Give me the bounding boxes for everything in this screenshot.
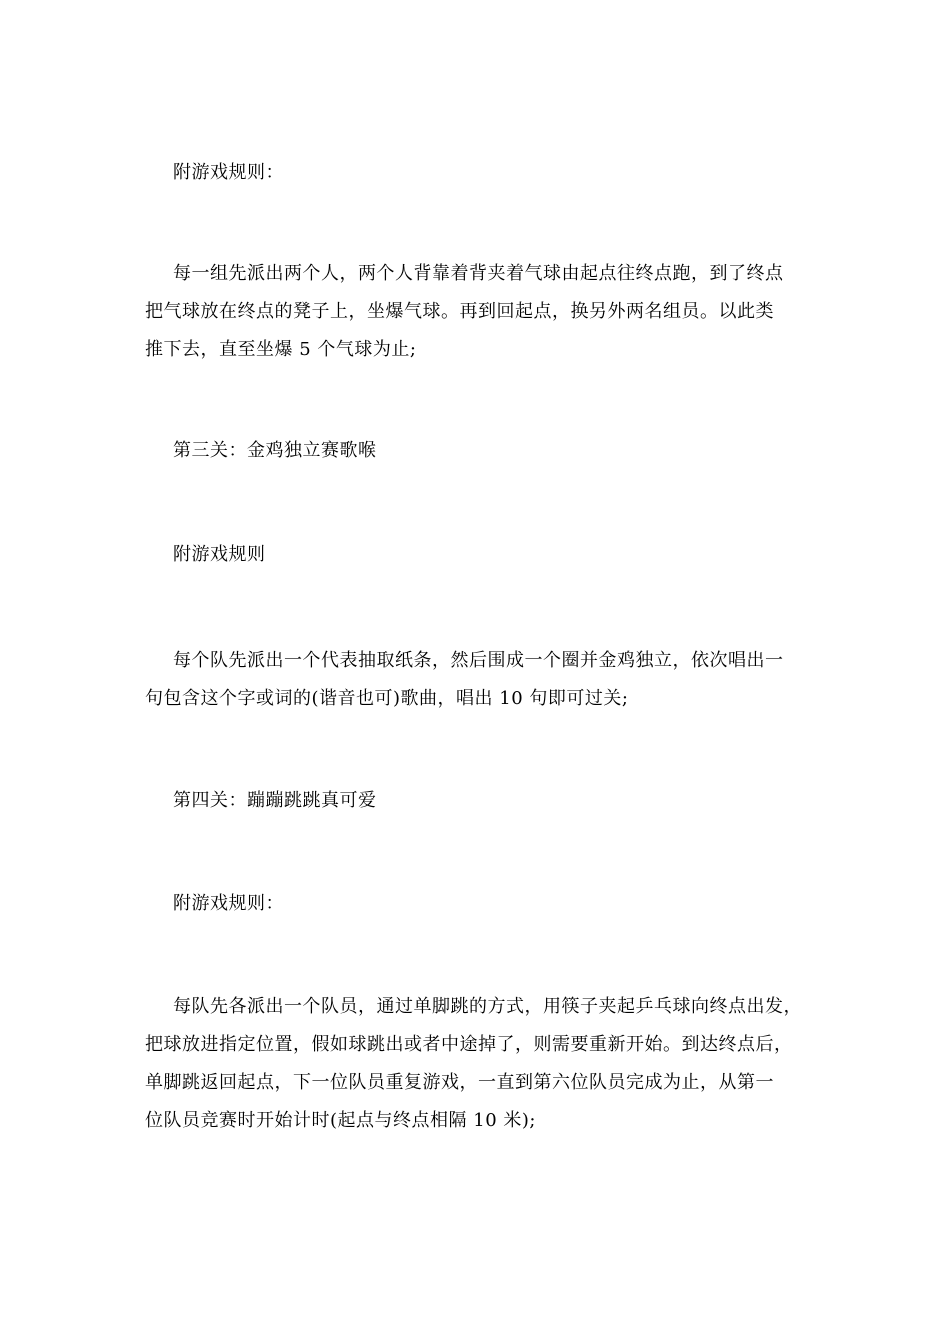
rules-paragraph-3-line-3: 单脚跳返回起点，下一位队员重复游戏，一直到第六位队员完成为止，从第一 <box>145 1072 774 1093</box>
level-3-title <box>145 432 815 470</box>
rules-paragraph-2-line-1: 每个队先派出一个代表抽取纸条，然后围成一个圈并金鸡独立，依次唱出一 <box>173 650 784 671</box>
rules-heading-3-text: 附游戏规则： <box>173 893 284 914</box>
rules-paragraph-2 <box>145 642 815 718</box>
rules-paragraph-3-line-1: 每队先各派出一个队员，通过单脚跳的方式，用筷子夹起乒乓球向终点出发， <box>173 996 802 1017</box>
rules-paragraph-1-line-3: 推下去，直至坐爆 5 个气球为止; <box>145 339 417 360</box>
level-3-title-text: 第三关：金鸡独立赛歌喉 <box>173 440 377 461</box>
rules-heading-1-text: 附游戏规则： <box>173 162 284 183</box>
rules-paragraph-3-line-4: 位队员竞赛时开始计时(起点与终点相隔 10 米); <box>145 1110 536 1131</box>
rules-paragraph-2-line-2: 句包含这个字或词的(谐音也可)歌曲，唱出 10 句即可过关; <box>145 688 629 709</box>
rules-heading-1 <box>145 154 815 192</box>
rules-paragraph-3 <box>145 988 815 1140</box>
level-4-title <box>145 782 815 820</box>
level-4-title-text: 第四关：蹦蹦跳跳真可爱 <box>173 790 377 811</box>
rules-heading-2 <box>145 536 815 574</box>
rules-paragraph-3-line-2: 把球放进指定位置，假如球跳出或者中途掉了，则需要重新开始。到达终点后， <box>145 1034 793 1055</box>
rules-paragraph-1 <box>145 255 815 369</box>
rules-paragraph-1-line-2: 把气球放在终点的凳子上，坐爆气球。再到回起点，换另外两名组员。以此类 <box>145 301 774 322</box>
rules-heading-3 <box>145 885 815 923</box>
rules-paragraph-1-line-1: 每一组先派出两个人，两个人背靠着背夹着气球由起点往终点跑，到了终点 <box>173 263 784 284</box>
rules-heading-2-text: 附游戏规则 <box>173 544 266 565</box>
